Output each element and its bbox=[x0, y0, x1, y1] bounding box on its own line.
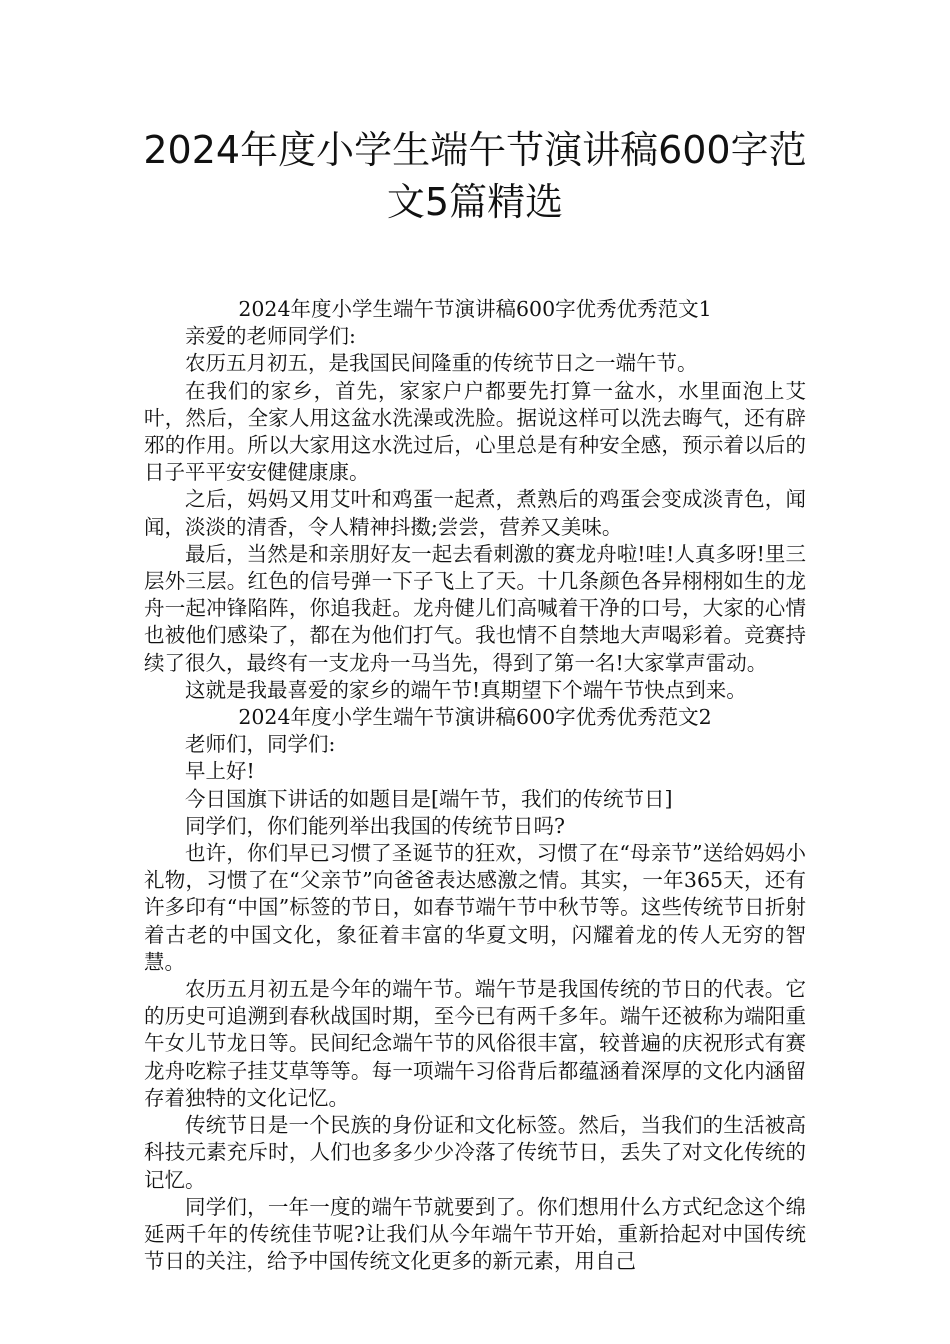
title-line-2: 文5篇精选 bbox=[386, 180, 564, 224]
paragraph: 今日国旗下讲话的如题目是[端午节，我们的传统节日] bbox=[185, 786, 673, 811]
paragraph: 这就是我最喜爱的家乡的端午节!真期望下个端午节快点到来。 bbox=[185, 677, 747, 702]
paragraph: 农历五月初五，是我国民间隆重的传统节日之一端午节。 bbox=[185, 351, 698, 376]
paragraph: 同学们，你们能列举出我国的传统节日吗? bbox=[185, 813, 565, 838]
paragraph: 传统节日是一个民族的身份证和文化标签。然后，当我们的生活被高科技元素充斥时，人们也多多少少冷落了传统节日，丢失了对文化传统的记忆。 bbox=[144, 1113, 806, 1192]
paragraph: 亲爱的老师同学们: bbox=[185, 324, 356, 349]
section-heading-1: 2024年度小学生端午节演讲稿600字优秀优秀范文1 bbox=[238, 297, 712, 321]
paragraph: 同学们，一年一度的端午节就要到了。你们想用什么方式纪念这个绵延两千年的传统佳节呢?让我们从今年端午节开始，重新拾起对中国传统节日的关注，给予中国传统文化更多的新元素，用自己 bbox=[144, 1194, 806, 1274]
paragraph: 在我们的家乡，首先，家家户户都要先打算一盆水，水里面泡上艾叶，然后，全家人用这盆水洗澡或洗脸。据说这样可以洗去晦气，还有辟邪的作用。所以大家用这水洗过后，心里总是有种安全感，预示着以后的日子平平安安健健康康。 bbox=[144, 378, 806, 485]
section-heading-2: 2024年度小学生端午节演讲稿600字优秀优秀范文2 bbox=[238, 705, 712, 730]
title-line-1: 2024年度小学生端午节演讲稿600字范 bbox=[143, 128, 807, 172]
paragraph: 之后，妈妈又用艾叶和鸡蛋一起煮，煮熟后的鸡蛋会变成淡青色，闻闻，淡淡的清香，令人精神抖擞;尝尝，营养又美味。 bbox=[144, 487, 806, 539]
paragraph: 农历五月初五是今年的端午节。端午节是我国传统的节日的代表。它的历史可追溯到春秋战国时期，至今已有两千多年。端午还被称为端阳重午女儿节龙日等。民间纪念端午节的风俗很丰富，较普遍的庆祝形式有赛龙舟吃粽子挂艾草等等。每一项端午习俗背后都蕴涵着深厚的文化内涵留存着独特的文化记忆。 bbox=[144, 977, 806, 1110]
paragraph: 老师们，同学们: bbox=[185, 732, 336, 757]
paragraph: 最后，当然是和亲朋好友一起去看刺激的赛龙舟啦!哇!人真多呀!里三层外三层。红色的信号弹一下子飞上了天。十几条颜色各异栩栩如生的龙舟一起冲锋陷阵，你追我赶。龙舟健儿们高喊着干净的口号，大家的心情也被他们感染了，都在为他们打气。我也情不自禁地大声喝彩着。竞赛持续了很久，最终有一支龙舟一马当先，得到了第一名!大家掌声雷动。 bbox=[144, 541, 806, 675]
paragraph: 早上好! bbox=[185, 759, 255, 784]
document-title bbox=[120, 124, 830, 228]
paragraph: 也许，你们早已习惯了圣诞节的狂欢，习惯了在“母亲节”送给妈妈小礼物，习惯了在“父亲节”向爸爸表达感激之情。其实，一年365天，还有许多印有“中国”标签的节日，如春节端午节中秋节等。这些传统节日折射着古老的中国文化，象征着丰富的华夏文明，闪耀着龙的传人无穷的智慧。 bbox=[144, 841, 806, 974]
document-body bbox=[144, 296, 806, 1275]
